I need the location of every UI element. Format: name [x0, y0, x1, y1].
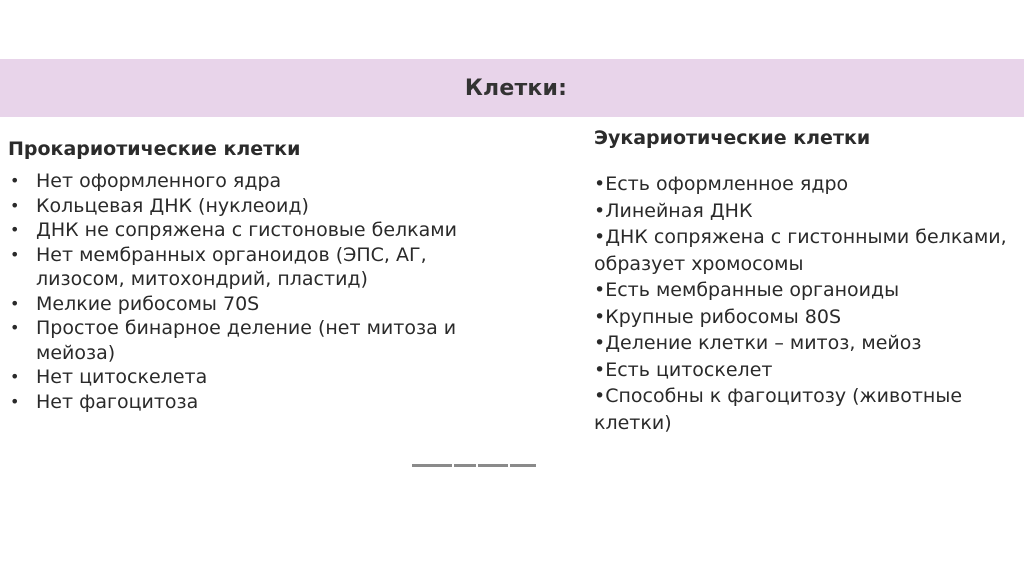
- bullet-icon: •: [10, 171, 20, 190]
- slide-title: Клетки:: [464, 75, 568, 101]
- list-item: •Деление клетки – митоз, мейоз: [594, 332, 922, 354]
- bullet-icon: •: [10, 244, 20, 264]
- prokaryotic-column: [8, 138, 478, 414]
- title-band: [0, 59, 1024, 117]
- list-item: •Крупные рибосомы 80S: [594, 305, 842, 328]
- prokaryotic-list: [8, 169, 478, 414]
- bullet-icon: •: [10, 293, 20, 313]
- prokaryotic-heading: Прокариотические клетки: [8, 138, 301, 160]
- list-item: •Есть оформленное ядро: [594, 173, 849, 195]
- eukaryotic-list: [594, 171, 1014, 436]
- bullet-icon: •: [10, 318, 20, 337]
- bullet-icon: •: [10, 195, 20, 215]
- list-item: •Есть мембранные органоиды: [594, 279, 900, 301]
- list-item: • Простое бинарное деление (нет митоза и мейоза): [10, 317, 457, 364]
- bullet-icon: •: [10, 367, 20, 386]
- eukaryotic-heading: Эукариотические клетки: [594, 127, 871, 149]
- list-item: • Мелкие рибосомы 70S: [10, 292, 260, 315]
- footer-artifact: [412, 464, 540, 469]
- list-item: •Линейная ДНК: [594, 199, 753, 222]
- list-item: • Нет фагоцитоза: [10, 390, 199, 413]
- list-item: •Есть цитоскелет: [594, 358, 773, 381]
- list-item: •Способны к фагоцитозу (животные клетки): [594, 385, 963, 434]
- list-item: • Кольцевая ДНК (нуклеоид): [10, 194, 309, 217]
- list-item: • Нет мембранных органоидов (ЭПС, АГ, лизосом, митохондрий, пластид): [10, 243, 427, 290]
- bullet-icon: •: [10, 220, 20, 239]
- list-item: • Нет цитоскелета: [10, 366, 208, 388]
- list-item: • Нет оформленного ядра: [10, 170, 282, 192]
- list-item: • ДНК не сопряжена с гистоновые белками: [10, 219, 457, 241]
- eukaryotic-column: [594, 127, 1014, 436]
- bullet-icon: •: [10, 391, 20, 411]
- list-item: •ДНК сопряжена с гистонными белками, образует хромосомы: [594, 226, 1007, 275]
